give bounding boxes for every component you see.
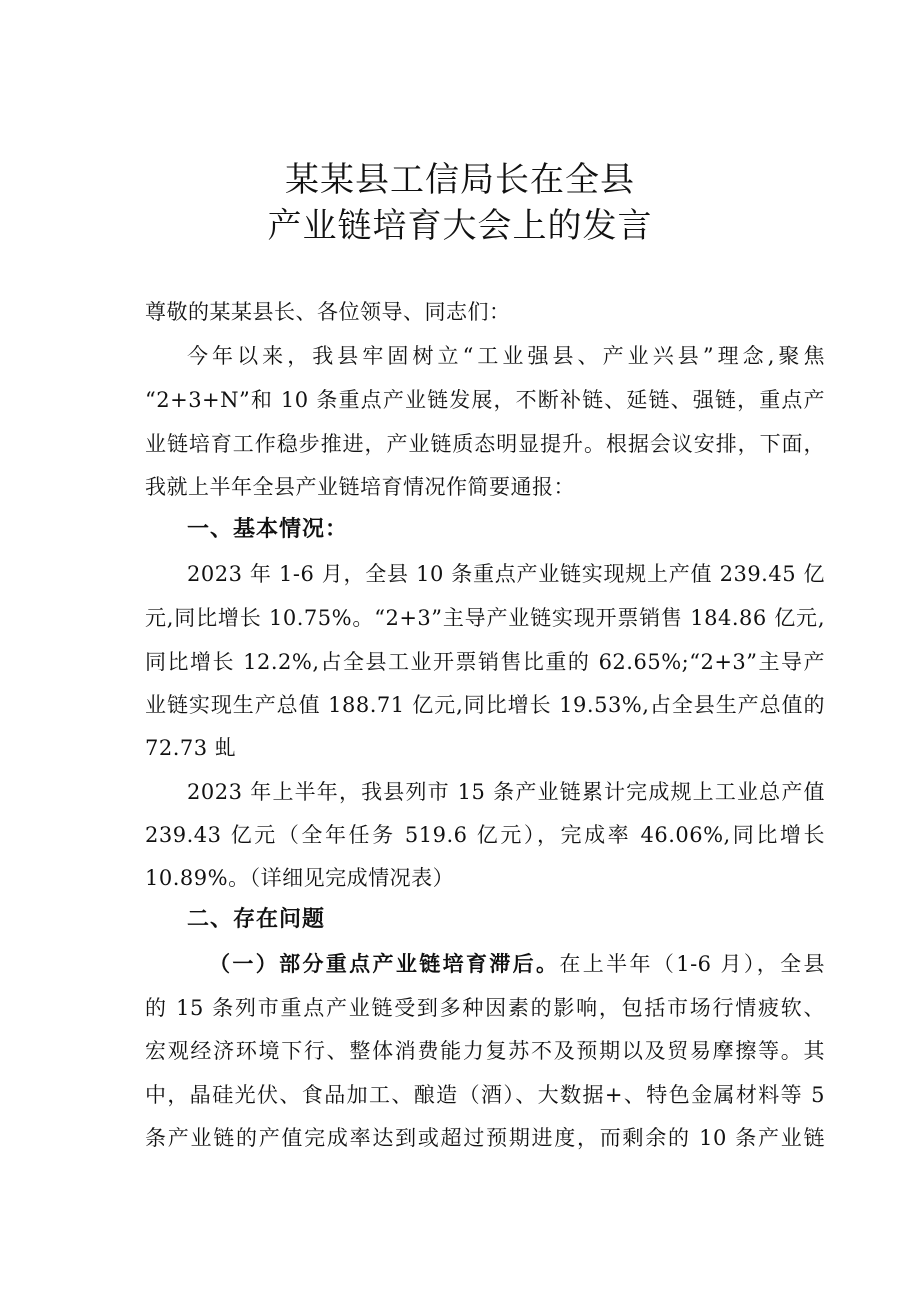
document-title-line-1: 某某县工信局长在全县 bbox=[285, 160, 635, 200]
section2-line: 的 15 条列市重点产业链受到多种因素的影响，包括市场行情疲软、 bbox=[145, 996, 825, 1020]
document-title-line-2: 产业链培育大会上的发言 bbox=[267, 206, 653, 246]
section2-text: 在上半年（1-6 月），全县 bbox=[559, 952, 825, 976]
section-heading-issues: 二、存在问题 bbox=[187, 907, 326, 932]
section1-line: 2023 年 1-6 月，全县 10 条重点产业链实现规上产值 239.45 亿 bbox=[187, 562, 825, 586]
section2-line: 条产业链的产值完成率达到或超过预期进度，而剩余的 10 条产业链 bbox=[145, 1126, 825, 1150]
intro-line: 业链培育工作稳步推进，产业链质态明显提升。根据会议安排，下面， bbox=[145, 432, 825, 456]
intro-line: “2+3+N”和 10 条重点产业链发展，不断补链、延链、强链，重点产 bbox=[145, 388, 825, 412]
section2-line bbox=[209, 950, 825, 978]
section1-line: 10.89%。（详细见完成情况表） bbox=[145, 866, 455, 890]
section-heading-basic: 一、基本情况： bbox=[187, 517, 349, 542]
section1-line: 2023 年上半年，我县列市 15 条产业链累计完成规上工业总产值 bbox=[187, 780, 825, 804]
intro-line: 今年以来，我县牢固树立“工业强县、产业兴县”理念,聚焦 bbox=[187, 344, 825, 368]
section1-line: 业链实现生产总值 188.71 亿元,同比增长 19.53%,占全县生产总值的 bbox=[145, 693, 825, 717]
section1-line: 元,同比增长 10.75%。“2+3”主导产业链实现开票销售 184.86 亿元, bbox=[145, 606, 825, 630]
section1-line: 72.73 虬 bbox=[145, 736, 237, 760]
sub-heading-lagging: （一）部分重点产业链培育滞后。 bbox=[209, 952, 560, 976]
section1-line: 239.43 亿元（全年任务 519.6 亿元），完成率 46.06%,同比增长 bbox=[145, 823, 825, 847]
salutation: 尊敬的某某县长、各位领导、同志们： bbox=[145, 300, 511, 324]
intro-line: 我就上半年全县产业链培育情况作简要通报： bbox=[145, 475, 575, 499]
section1-line: 同比增长 12.2%,占全县工业开票销售比重的 62.65%;“2+3”主导产 bbox=[145, 650, 825, 674]
section2-line: 宏观经济环境下行、整体消费能力复苏不及预期以及贸易摩擦等。其 bbox=[145, 1039, 825, 1063]
section2-line: 中，晶硅光伏、食品加工、酿造（酒）、大数据+、特色金属材料等 5 bbox=[145, 1083, 825, 1107]
